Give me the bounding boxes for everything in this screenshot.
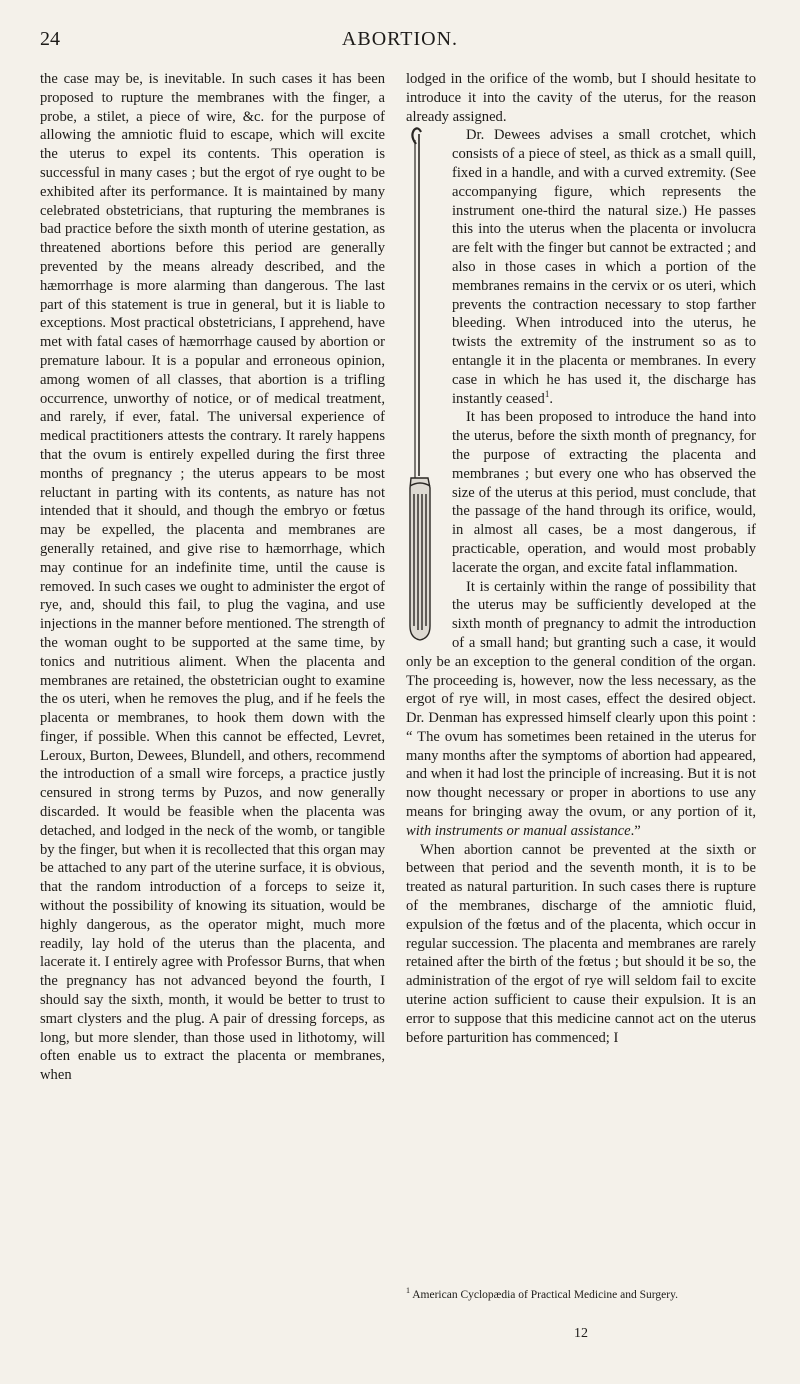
left-column (40, 70, 385, 1085)
right-paragraph-2-end: . (549, 390, 553, 407)
right-paragraph-4 (406, 578, 756, 841)
running-title: ABORTION. (341, 28, 459, 50)
right-paragraph-2 (406, 126, 756, 408)
footnote-text: American Cyclopædia of Practical Medicine and Surgery. (412, 1289, 678, 1301)
crotchet-instrument-icon (406, 126, 446, 642)
signature-mark: 12 (574, 1326, 588, 1341)
footnote-mark: 1 (406, 1286, 410, 1296)
running-header (40, 18, 760, 54)
right-paragraph-4-emphasis: with instruments or manual assistance (406, 822, 631, 839)
right-paragraph-4-end: .” (630, 822, 641, 839)
page-number: 24 (40, 28, 60, 50)
footnote (406, 1288, 756, 1303)
right-paragraph-5: When abortion cannot be prevented at the sixth or between that period and the seventh month, it is to be treated as natural parturition. In such cases there is rupture of the membranes, discharge of the amniotic fluid, expulsion of the fœtus and of the placenta, which occur in regular succession. The placenta and membranes are rarely retained after the birth of the fœtus ; but should it be so, the administration of the ergot of rye will seldom fail to excite uterine action sufficient to cause their expulsion. It is an error to suppose that this medicine cannot act on the uterus before parturition has commenced; I (406, 841, 756, 1046)
right-paragraph-4-text: It is certainly within the range of possibility that the uterus may be sufficiently developed at the sixth month of pregnancy to admit the introduction of a small hand; but granting such a case, it would only be an exception to the general condition of the organ. The proceeding is, however, now the less necessary, as the ergot of rye will, in most cases, effect the desired object. Dr. Denman has expressed himself clearly upon this point : “ The ovum has sometimes been retained in the uterus for many months after the symptoms of abortion had appeared, and when it had lost the principle of increasing. But it is not now thought necessary or proper in abortions to use any means for bringing away the ovum, or any portion of it, (406, 578, 756, 821)
left-paragraph: the case may be, is inevitable. In such cases it has been proposed to rupture the membranes with the finger, a probe, a stilet, a piece of wire, &c. for the purpose of allowing the amniotic fluid to escape, which will excite the uterus to expel its contents. This operation is successful in many cases ; but the ergot of rye ought to be exhibited after its performance. It is maintained by many celebrated obstetricians, that rupturing the membranes is bad practice before the sixth month of uterine gestation, as threatened abortions before this period are generally prevented by the means already described, and the hæmorrhage is more alarming than dangerous. The last part of this statement is true in general, but it is liable to exceptions. Most practical obstetricians, I apprehend, have met with fatal cases of hæmorrhage caused by abortion or premature labour. It is a popular and erroneous opinion, among women of all classes, that abortion is a trifling occurrence, unworthy of notice, or of medical treatment, and rarely, if ever, fatal. The universal experience of medical practitioners attests the contrary. It rarely happens that the ovum is entirely expelled during the first three months of pregnancy ; the uterus appears to be most reluctant in parting with its contents, as nature has not intended that it should, and though the embryo or fœtus may be expelled, the placenta and membranes are generally retained, and give rise to hæmorrhage, which may continue for an indefinite time, until the cause is removed. In such cases we ought to administer the ergot of rye, and, should this fail, to plug the vagina, and use injections in the manner before mentioned. The strength of the woman ought to be supported at the same time, by tonics and nutritious aliment. When the placenta and membranes are retained, the obstetrician ought to examine the os uteri, when he removes the plug, and if he feels the placenta or membranes, to hook them down with the finger, if possible. When this cannot be effected, Levret, Leroux, Burton, Dewees, Blundell, and others, recommend the introduction of a small wire forceps, a practice justly censured in strong terms by Puzos, and now generally discarded. It would be feasible when the placenta was detached, and lodged in the neck of the womb, or tangible by the finger, but when it is recollected that this organ may be attached to any part of the uterine surface, it is obvious, that the random introduction of a forceps to seize it, without the possibility of knowing its situation, would be highly dangerous, as the operator might, much more readily, lay hold of the uterus than the placenta, and lacerate it. I entirely agree with Professor Burns, that when the pregnancy has not advanced beyond the fourth, I should say the sixth, month, it would be better to trust to smart clysters and the plug. A pair of dressing forceps, as long, but more slender, than those used in lithotomy, will often enable us to extract the placenta or membranes, when (40, 71, 385, 1084)
right-paragraph-3: It has been proposed to introduce the hand into the uterus, before the sixth month of pregnancy, for the purpose of extracting the placenta and membranes ; but every one who has observed the size of the uterus at this period, must conclude, that the passage of the hand through its orifice, would, in almost all cases, be a most dangerous, if practicable, operation, and would most probably lacerate the organ, and excite fatal inflammation. (452, 409, 756, 576)
right-paragraph-2-text: Dr. Dewees advises a small crotchet, which consists of a piece of steel, as thick as a small quill, fixed in a handle, and with a curved extremity. (See accompanying figure, which represents the instrument one-third the natural size.) He passes this into the uterus when the placenta or involucra are felt with the finger but cannot be extracted ; and also in those cases in which a portion of the membranes remains in the cervix or os uteri, which prevents the contraction necessary to stop farther bleeding. When introduced into the uterus, he twists the extremity of the instrument so as to entangle it in the placenta or membranes. In every case in which he has used it, the discharge has instantly ceased (452, 127, 756, 407)
right-paragraph-1: lodged in the orifice of the womb, but I should hesitate to introduce it into the cavity of the uterus, for the reason already assigned. (406, 71, 756, 125)
right-column (406, 70, 756, 1047)
footnote-reference[interactable]: 1 (544, 388, 550, 399)
